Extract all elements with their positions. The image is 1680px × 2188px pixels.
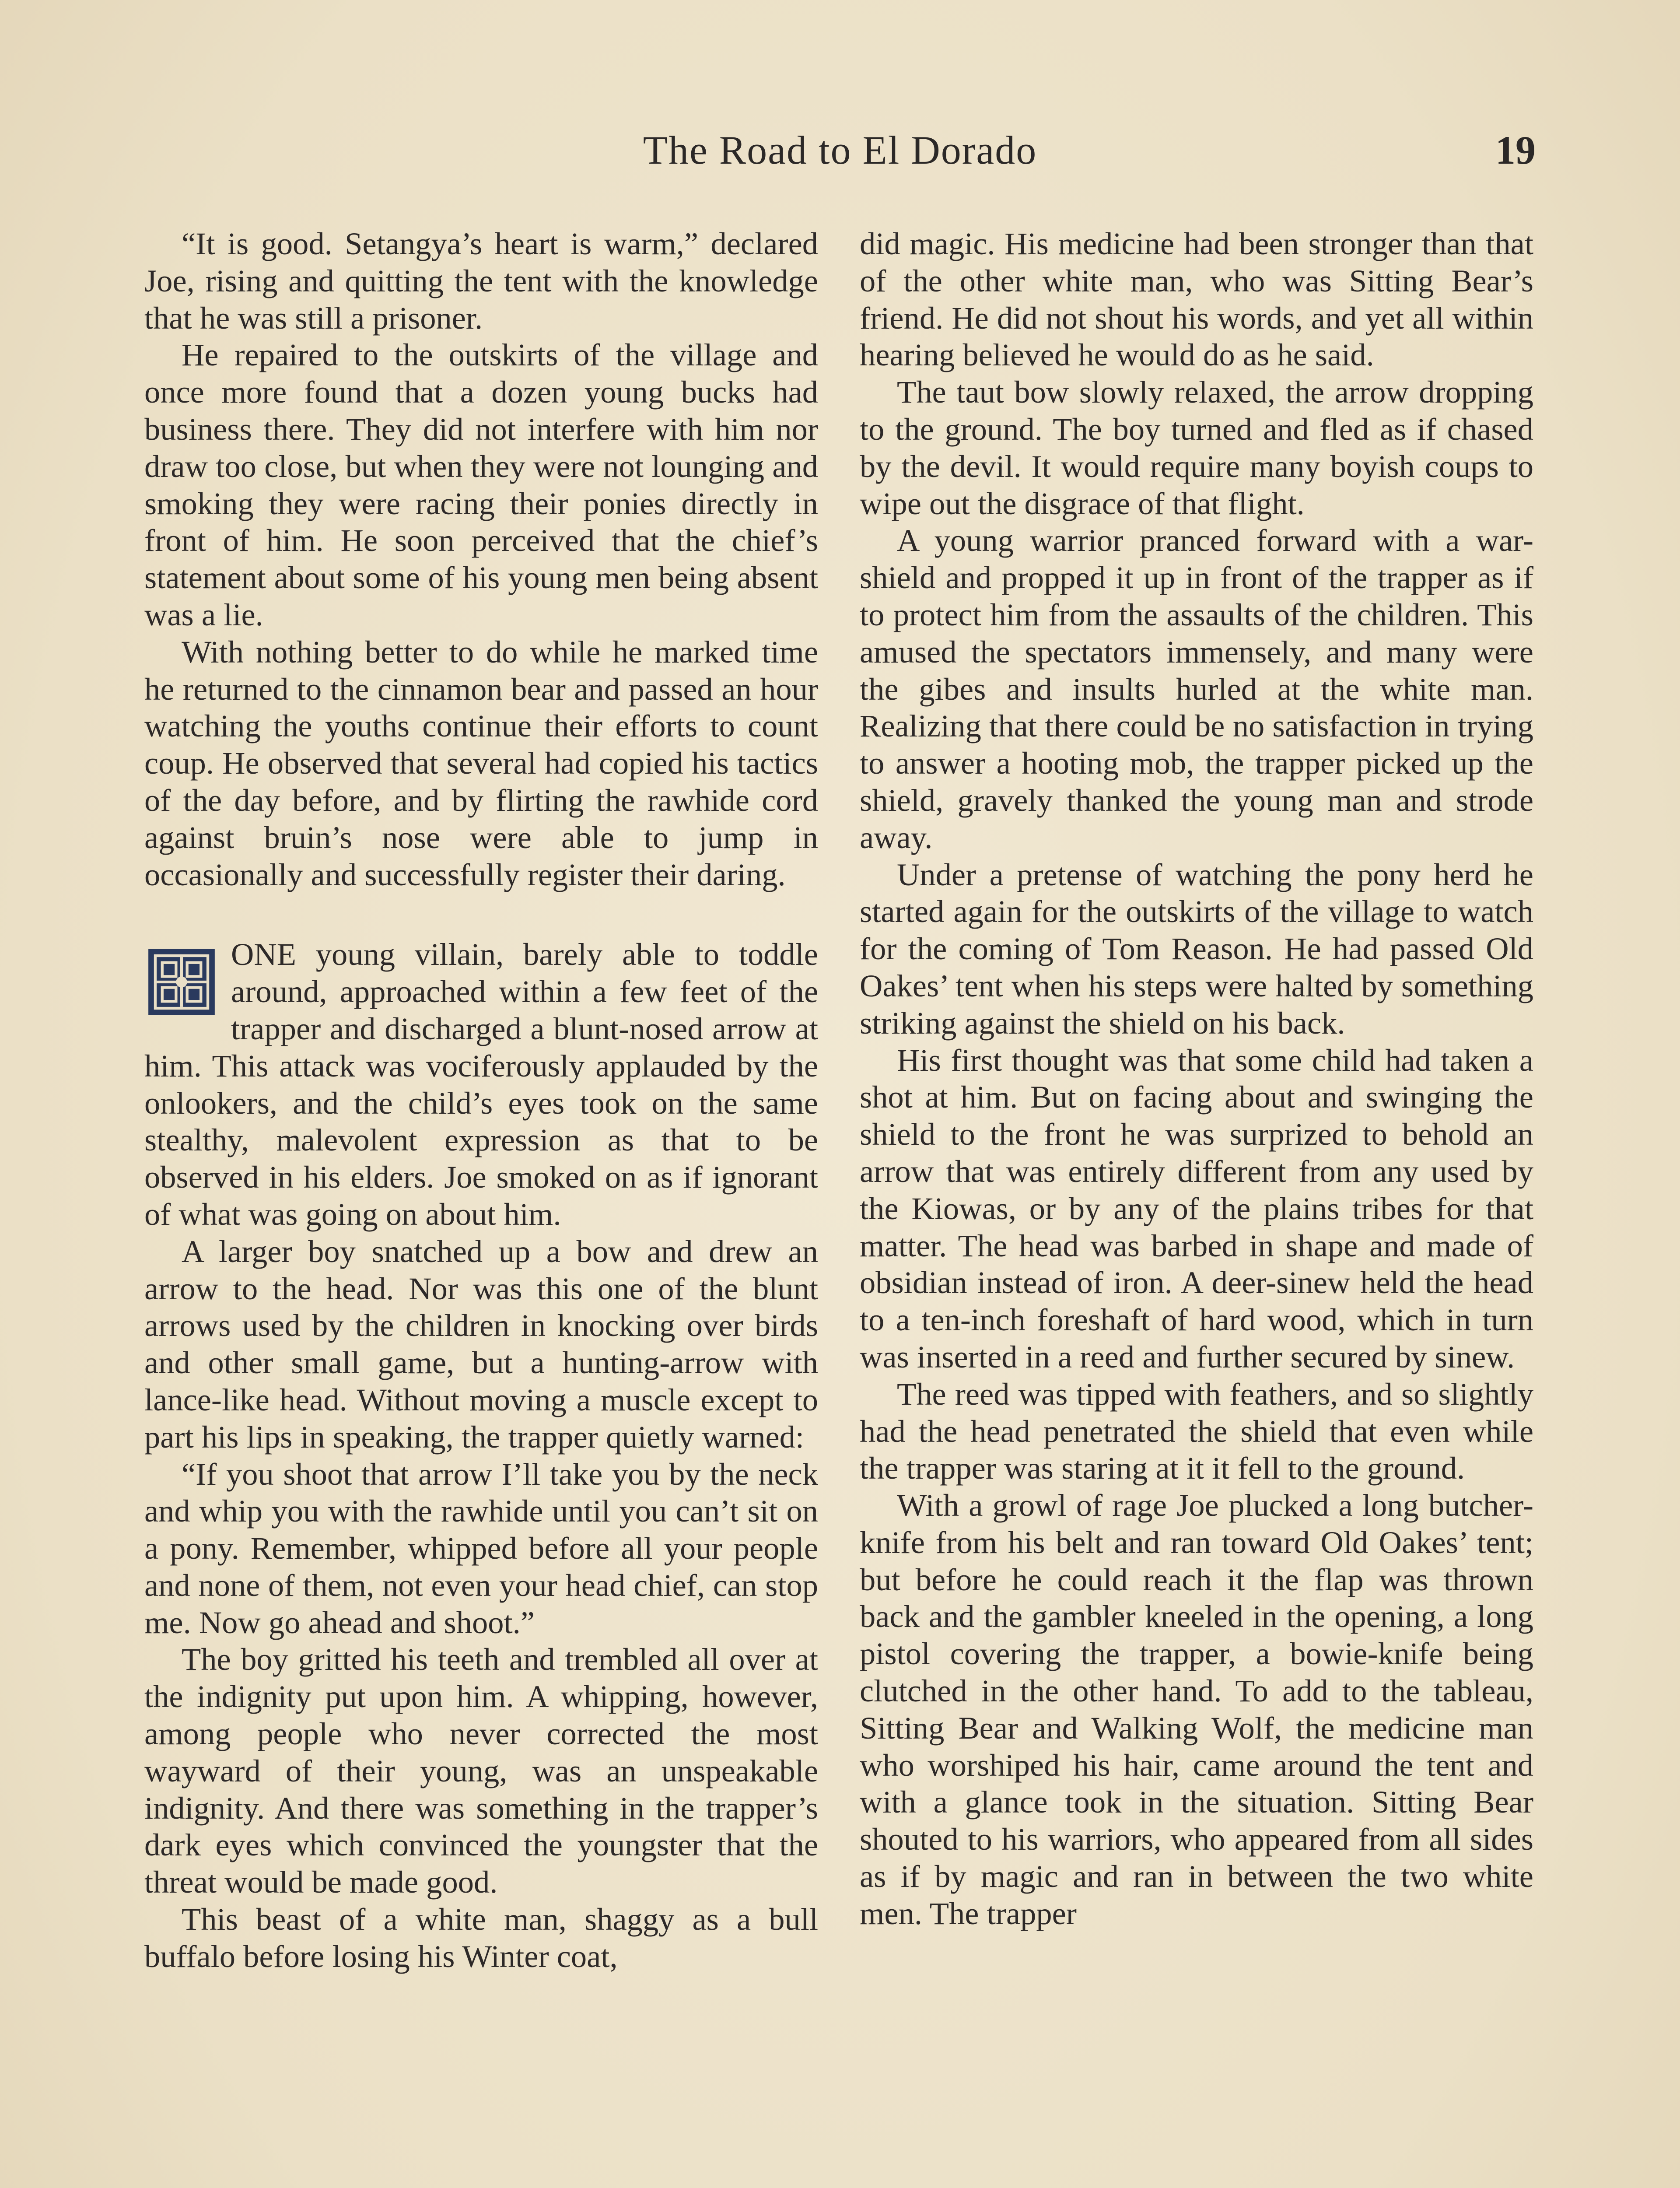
paragraph: The boy gritted his teeth and trembled all over at the indignity put upon him. A whipping, however, among people who never corrected the most wayward of their young, was an unspeakable indignity. And there was something in the trapper’s dark eyes which convinced the youngster that the threat would be made good. (144, 1641, 818, 1900)
paragraph: ONE young villain, barely able to toddle around, approached within a few feet of the trapper and discharged a blunt-nosed arrow at him. This attack was vociferously applauded by the onlookers, and the child’s eyes took on the same stealthy, malevolent expression as that to be observed in his elders. Joe smoked on as if ignorant of what was going on about him. (144, 936, 818, 1232)
running-title: The Road to El Dorado (643, 128, 1037, 172)
paragraph: did magic. His medicine had been stronger than that of the other white man, who was Sitting Bear’s friend. He did not shout his words, and yet all within hearing believed he would do as he said. (860, 226, 1533, 373)
right-column (860, 225, 1533, 1932)
paragraph: Under a pretense of watching the pony herd he started again for the outskirts of the village to watch for the coming of Tom Reason. He had passed Old Oakes’ tent when his steps were halted by something striking against the shield on his back. (860, 856, 1533, 1041)
paragraph: “It is good. Setangya’s heart is warm,” declared Joe, rising and quitting the tent with the knowledge that he was still a prisoner. (144, 226, 818, 336)
paragraph: A young warrior pranced forward with a war-shield and propped it up in front of the trapper as if to protect him from the assaults of the children. This amused the spectators immensely, and many were the gibes and insults hurled at the white man. Realizing that there could be no satisfaction in trying to answer a hooting mob, the trapper picked up the shield, gravely thanked the young man and strode away. (860, 522, 1533, 855)
paragraph: He repaired to the outskirts of the village and once more found that a dozen young bucks had business there. They did not interfere with him nor draw too close, but when they were not lounging and smoking they were racing their ponies directly in front of him. He soon perceived that the chief’s statement about some of his young men being absent was a lie. (144, 337, 818, 632)
left-column (144, 225, 818, 1975)
section-opening (144, 936, 818, 1233)
paragraph: The taut bow slowly relaxed, the arrow dropping to the ground. The boy turned and fled as if chased by the devil. It would require many boyish coups to wipe out the disgrace of that flight. (860, 374, 1533, 521)
decorative-initial-ornament-icon (144, 945, 219, 1019)
paragraph: This beast of a white man, shaggy as a bull buffalo before losing his Winter coat, (144, 1901, 818, 1974)
paragraph: With nothing better to do while he marked time he returned to the cinnamon bear and passed an hour watching the youths continue their efforts to count coup. He observed that several had copied his tactics of the day before, and by flirting the rawhide cord against bruin’s nose were able to jump in occasionally and successfully register their daring. (144, 634, 818, 892)
paragraph: His first thought was that some child had taken a shot at him. But on facing about and swinging the shield to the front he was surprized to behold an arrow that was entirely different from any used by the Kiowas, or by any of the plains tribes for that matter. The head was barbed in shape and made of obsidian instead of iron. A deer-sinew held the head to a ten-inch foreshaft of hard wood, which in turn was inserted in a reed and further secured by sinew. (860, 1042, 1533, 1375)
paragraph: With a growl of rage Joe plucked a long butcher-knife from his belt and ran toward Old Oakes’ tent; but before he could reach it the flap was thrown back and the gambler kneeled in the opening, a long pistol covering the trapper, a bowie-knife being clutched in the other hand. To add to the tableau, Sitting Bear and Walking Wolf, the medicine man who worshiped his hair, came around the tent and with a glance took in the situation. Sitting Bear shouted to his warriors, who appeared from all sides as if by magic and ran in between the two white men. The trapper (860, 1487, 1533, 1931)
paragraph: The reed was tipped with feathers, and so slightly had the head penetrated the shield that even while the trapper was staring at it it fell to the ground. (860, 1376, 1533, 1486)
paragraph: A larger boy snatched up a bow and drew an arrow to the head. Nor was this one of the blunt arrows used by the children in knocking over birds and other small game, but a hunting-arrow with lance-like head. Without moving a muscle except to part his lips in speaking, the trapper quietly warned: (144, 1233, 818, 1455)
paragraph: “If you shoot that arrow I’ll take you by the neck and whip you with the rawhide until you can’t sit on a pony. Remember, whipped before all your people and none of them, not even your head chief, can stop me. Now go ahead and shoot.” (144, 1456, 818, 1640)
running-head (144, 127, 1536, 188)
page-number: 19 (1495, 128, 1536, 172)
